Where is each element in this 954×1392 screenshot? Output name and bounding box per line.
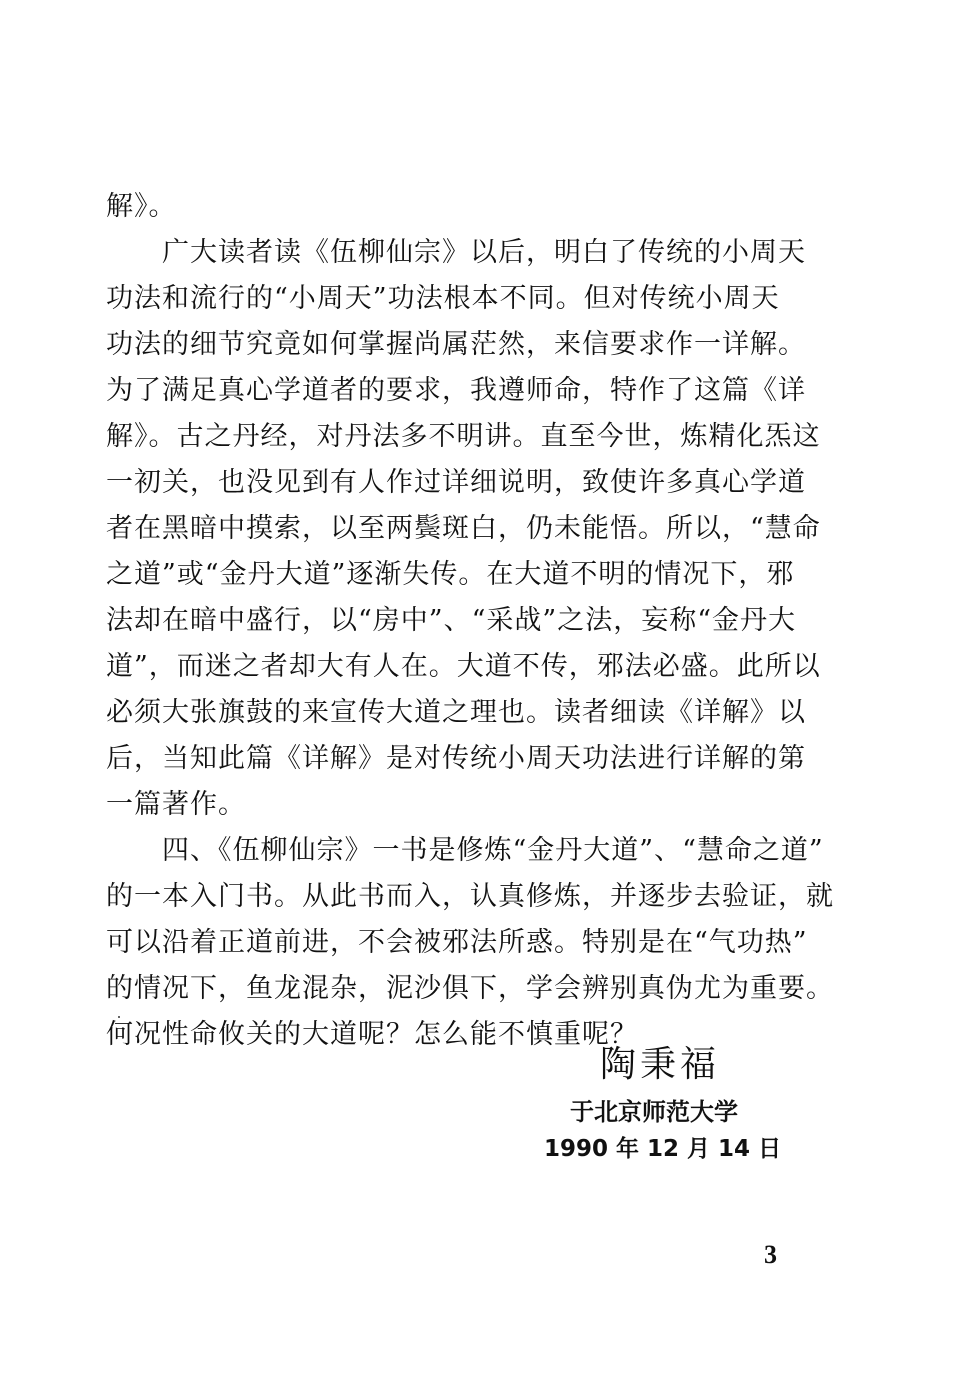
text-line: 法却在暗中盛行，以“房中”、“采战”之法，妄称“金丹大 <box>106 605 797 636</box>
page-number: 3 <box>764 1240 777 1269</box>
text-line: 广大读者读《伍柳仙宗》以后，明白了传统的小周天 <box>106 237 806 268</box>
author-name: 陶秉福 <box>600 1044 721 1085</box>
text-line: 为了满足真心学道者的要求，我遵师命，特作了这篇《详 <box>106 375 806 406</box>
text-line: 者在黑暗中摸索，以至两鬓斑白，仍未能悟。所以，“慧命 <box>106 513 821 544</box>
text-line: 道”，而迷之者却大有人在。大道不传，邪法必盛。此所以 <box>106 651 821 682</box>
text-line: 解》。古之丹经，对丹法多不明讲。直至今世，炼精化炁这 <box>106 421 821 452</box>
body-text <box>106 184 834 1058</box>
text-line: 解》。 <box>106 191 177 222</box>
text-line: 可以沿着正道前进，不会被邪法所惑。特别是在“气功热” <box>106 927 808 958</box>
text-line: 必须大张旗鼓的来宣传大道之理也。读者细读《详解》以 <box>106 697 806 728</box>
text-line: 之道”或“金丹大道”逐渐失传。在大道不明的情况下，邪 <box>106 559 795 590</box>
text-line: 何况性命攸关的大道呢？怎么能不慎重呢？ <box>106 1019 638 1050</box>
text-line: 四、《伍柳仙宗》一书是修炼“金丹大道”、“慧命之道” <box>106 835 824 866</box>
text-line: 的情况下，鱼龙混杂，泥沙俱下，学会辨别真伪尤为重要。 <box>106 973 834 1004</box>
text-line: 的一本入门书。从此书而入，认真修炼，并逐步去验证，就 <box>106 881 834 912</box>
signature-date: 1990 年 12 月 14 日 <box>544 1136 782 1162</box>
author-place: 于北京师范大学 <box>570 1098 738 1126</box>
text-line: 一篇著作。 <box>106 789 246 820</box>
text-line: 功法和流行的“小周天”功法根本不同。但对传统小周天 <box>106 283 780 314</box>
text-line: 功法的细节究竟如何掌握尚属茫然，来信要求作一详解。 <box>106 329 806 360</box>
text-line: 后，当知此篇《详解》是对传统小周天功法进行详解的第 <box>106 743 806 774</box>
scan-speck <box>118 1016 120 1018</box>
text-line: 一初关，也没见到有人作过详细说明，致使许多真心学道 <box>106 467 806 498</box>
